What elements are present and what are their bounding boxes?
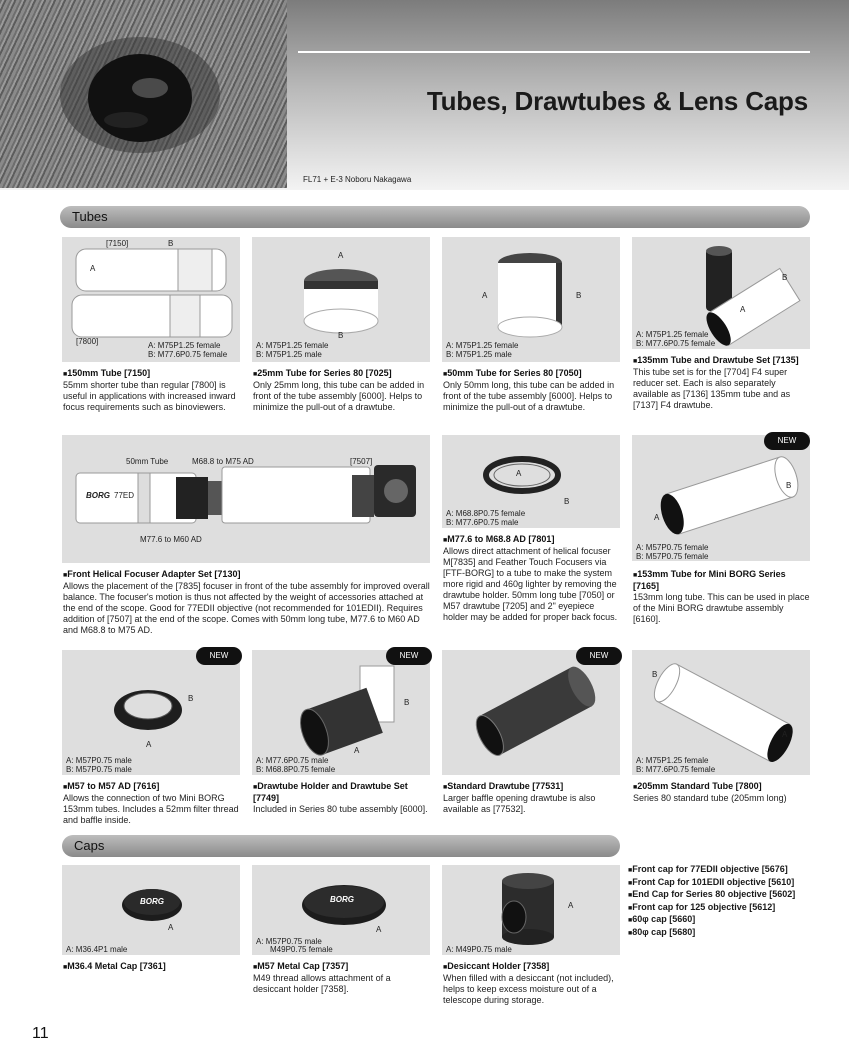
label-b: B — [652, 670, 658, 679]
product-text: Allows direct attachment of helical focuser M[7835] and Feather Touch Focusers via [FTF-BORG] to a tube to make the system more rigid and 460g lighter by removing the drawtube holder. 50mm long tube [7050] or M57 drawtube [7205] and 2" eyepiece holder may be added for proper back focus. — [443, 546, 618, 622]
model-label: 77ED — [114, 491, 135, 500]
product-desc-7165 — [633, 569, 811, 625]
label-b: B — [338, 331, 344, 340]
label-a: A — [782, 730, 788, 739]
product-title: ■ 50mm Tube for Series 80 [7050] — [443, 368, 621, 380]
new-badge: NEW — [196, 647, 242, 665]
spec-a: A: M75P1.25 female — [148, 341, 221, 350]
product-title: ■ Drawtube Holder and Drawtube Set [7749] — [253, 781, 431, 804]
new-badge: NEW — [576, 647, 622, 665]
product-title: ■ M77.6 to M68.8 AD [7801] — [443, 534, 621, 546]
spec-b: B: M77.6P0.75 female — [636, 765, 716, 774]
product-desc-7616 — [63, 781, 241, 826]
product-desc-7361 — [63, 961, 241, 973]
spec-a: A: M75P1.25 female — [636, 330, 709, 339]
cap-list-item: ■ 80φ cap [5680] — [628, 927, 795, 940]
product-desc-7025 — [253, 368, 431, 413]
product-image-7050 — [442, 237, 620, 362]
product-desc-7800 — [633, 781, 811, 804]
cap-list-item: ■ End Cap for Series 80 objective [5602] — [628, 889, 795, 902]
spec-b: B: M77.6P0.75 female — [148, 350, 228, 359]
section-title-tubes: Tubes — [72, 209, 108, 224]
product-image-7616 — [62, 650, 240, 775]
spec-a: A: M75P1.25 female — [636, 756, 709, 765]
label-b: B — [188, 694, 194, 703]
label-code-7507: [7507] — [350, 457, 373, 466]
spec-a: A: M75P1.25 female — [446, 341, 519, 350]
label-b: B — [168, 239, 174, 248]
product-image-7135 — [632, 237, 810, 349]
label-m776-ad: M77.6 to M60 AD — [140, 535, 202, 544]
label-a: A — [146, 740, 152, 749]
spec-a: A: M49P0.75 male — [446, 945, 512, 954]
product-desc-7130 — [63, 569, 431, 636]
label-code-7150: [7150] — [106, 239, 129, 248]
label-a: A — [376, 925, 382, 934]
product-desc-77531 — [443, 781, 621, 815]
spec-b: M49P0.75 female — [270, 945, 333, 954]
label-a: A — [168, 923, 174, 932]
label-b: B — [576, 291, 582, 300]
product-text: When filled with a desiccant (not included), helps to keep excess moisture out of a telescope during storage. — [443, 973, 614, 1005]
spec-a: A: M77.6P0.75 male — [256, 756, 329, 765]
label-b: B — [564, 497, 570, 506]
product-desc-7135 — [633, 355, 811, 411]
product-image-7361 — [62, 865, 240, 955]
product-title: ■ Front Helical Focuser Adapter Set [7130] — [63, 569, 431, 581]
spec-b: B: M68.8P0.75 female — [256, 765, 336, 774]
spec-b: B: M75P1.25 male — [446, 350, 512, 359]
label-a: A — [354, 746, 360, 755]
product-text: Allows the placement of the [7835] focuser in front of the tube assembly for improved overall balance. The focuser's motion is thus not affected by the weight of accessories attached at the end of the scope. Good for 77EDII objective (not recommended for 101EDII). Requires addition of [7507] at the end of the scope. Comes with 50mm long tube, M77.6 to M60 AD and M68.8 to M75 AD. — [63, 581, 430, 635]
brand-logo: BORG — [86, 491, 110, 500]
product-title: ■ M57 to M57 AD [7616] — [63, 781, 241, 793]
label-b: B — [782, 273, 788, 282]
spec-a: A: M75P1.25 female — [256, 341, 329, 350]
product-desc-7357 — [253, 961, 431, 995]
label-a: A — [568, 901, 574, 910]
product-text: Only 50mm long, this tube can be added in front of the tube assembly [6000]. Helps to minimize the pull-out of a drawtube. — [443, 380, 615, 412]
photo-credit: FL71 + E-3 Noboru Nakagawa — [303, 175, 412, 184]
product-text: M49 thread allows attachment of a desiccant holder [7358]. — [253, 973, 391, 994]
product-title: ■ Desiccant Holder [7358] — [443, 961, 621, 973]
label-a: A — [654, 513, 660, 522]
product-title: ■ 153mm Tube for Mini BORG Series [7165] — [633, 569, 811, 592]
product-text: Allows the connection of two Mini BORG 153mm tubes. Includes a 52mm filter thread and baffle inside. — [63, 793, 239, 825]
spec-b: B: M57P0.75 male — [66, 765, 132, 774]
product-text: Included in Series 80 tube assembly [6000]. — [253, 804, 428, 814]
product-desc-7358 — [443, 961, 621, 1006]
product-title: ■ 205mm Standard Tube [7800] — [633, 781, 811, 793]
new-badge: NEW — [764, 432, 810, 450]
new-badge: NEW — [386, 647, 432, 665]
brand-logo: BORG — [330, 895, 354, 904]
spec-a: A: M57P0.75 male — [256, 937, 322, 946]
spec-a: A: M57P0.75 female — [636, 543, 709, 552]
section-bar-tubes — [60, 206, 810, 228]
spec-b: B: M57P0.75 female — [636, 552, 709, 561]
label-a: A — [90, 264, 96, 273]
product-image-7358 — [442, 865, 620, 955]
product-image-77531 — [442, 650, 620, 775]
label-m688-ad: M68.8 to M75 AD — [192, 457, 254, 466]
product-image-7800 — [632, 650, 810, 775]
product-desc-7050 — [443, 368, 621, 413]
section-title-caps: Caps — [74, 838, 105, 853]
cap-list-item: ■ Front cap for 125 objective [5612] — [628, 902, 795, 915]
product-text: 153mm long tube. This can be used in place of the Mini BORG drawtube assembly [6160]. — [633, 592, 810, 624]
cap-list-item: ■ 60φ cap [5660] — [628, 914, 795, 927]
spec-b: B: M77.6P0.75 female — [636, 339, 716, 348]
product-text: 55mm shorter tube than regular [7800] is useful in applications with increased inward focus requirements such as binoviewers. — [63, 380, 236, 412]
product-image-7165 — [632, 435, 810, 561]
label-a: A — [740, 305, 746, 314]
spec-a: A: M68.8P0.75 female — [446, 509, 526, 518]
cap-list-item: ■ Front cap for 77EDII objective [5676] — [628, 864, 795, 877]
product-text: This tube set is for the [7704] F4 super reducer set. Each is also separately available as [7136] 135mm tube and as [7137] F4 drawtube. — [633, 367, 791, 410]
spec-b: B: M77.6P0.75 male — [446, 518, 519, 527]
label-b: B — [404, 698, 410, 707]
label-b: B — [786, 481, 792, 490]
label-a: A — [482, 291, 488, 300]
product-image-7130 — [62, 435, 430, 563]
section-bar-caps — [62, 835, 620, 857]
label-code-7800: [7800] — [76, 337, 99, 346]
product-text: Series 80 standard tube (205mm long) — [633, 793, 787, 803]
brand-logo: BORG — [140, 897, 164, 906]
product-desc-7749 — [253, 781, 431, 815]
label-50mm-tube: 50mm Tube — [126, 457, 169, 466]
product-image-7025 — [252, 237, 430, 362]
product-desc-7801 — [443, 534, 621, 623]
product-text: Only 25mm long, this tube can be added in front of the tube assembly [6000]. Helps to minimize the pull-out of a drawtube. — [253, 380, 425, 412]
cap-list — [628, 864, 795, 939]
page-title: Tubes, Drawtubes & Lens Caps — [426, 86, 808, 116]
animal-eye-photo — [0, 0, 287, 188]
product-image-7150 — [62, 237, 240, 362]
product-title: ■ M36.4 Metal Cap [7361] — [63, 961, 241, 973]
spec-a: A: M57P0.75 male — [66, 756, 132, 765]
header-rule — [298, 51, 810, 53]
spec-a: A: M36.4P1 male — [66, 945, 128, 954]
product-image-7357 — [252, 865, 430, 955]
label-a: A — [516, 469, 522, 478]
product-title: ■ 25mm Tube for Series 80 [7025] — [253, 368, 431, 380]
product-text: Larger baffle opening drawtube is also available as [77532]. — [443, 793, 596, 814]
product-title: ■ M57 Metal Cap [7357] — [253, 961, 431, 973]
label-a: A — [338, 251, 344, 260]
product-image-7801 — [442, 435, 620, 528]
product-image-7749 — [252, 650, 430, 775]
cap-list-item: ■ Front Cap for 101EDII objective [5610] — [628, 877, 795, 890]
product-title: ■ 150mm Tube [7150] — [63, 368, 241, 380]
spec-b: B: M75P1.25 male — [256, 350, 322, 359]
product-title: ■ 135mm Tube and Drawtube Set [7135] — [633, 355, 811, 367]
page-number: 11 — [32, 1025, 49, 1042]
product-desc-7150 — [63, 368, 241, 413]
product-title: ■ Standard Drawtube [77531] — [443, 781, 621, 793]
